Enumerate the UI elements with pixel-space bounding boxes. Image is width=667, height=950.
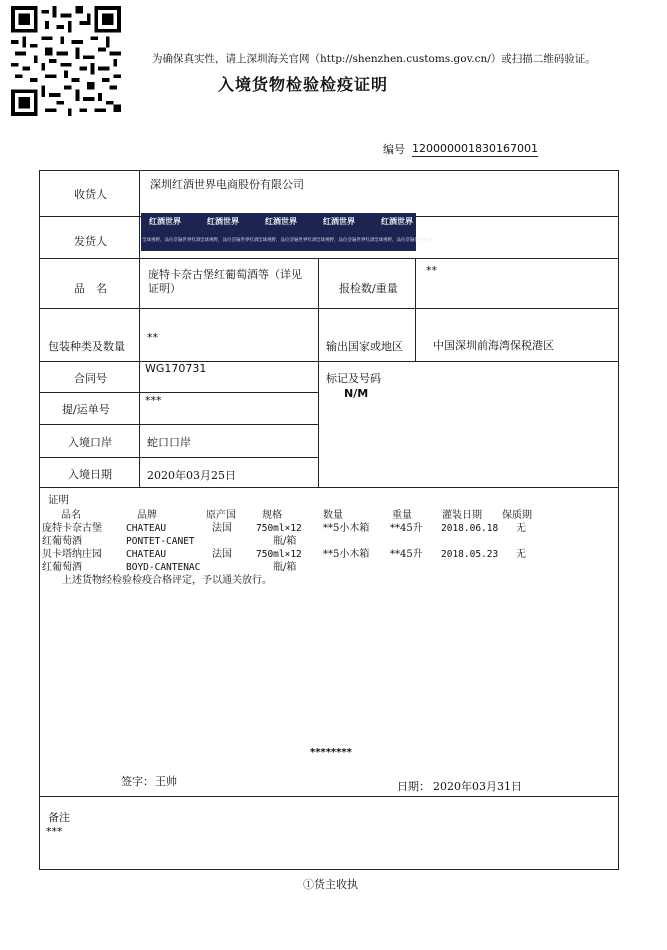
qr-code (10, 6, 122, 116)
cert-number: 120000001830167001 (412, 142, 538, 155)
column-header: 原产国 (206, 510, 236, 521)
wine-world-logo: 红酒世界 全球视野，品位尝遍世界红酒 (200, 216, 259, 243)
marks-value: N/M (344, 387, 369, 400)
column-header: 品牌 (137, 510, 157, 521)
column-header: 重量 (392, 510, 412, 521)
contract-value: WG170731 (145, 362, 207, 375)
column-header: 品名 (61, 510, 81, 521)
column-header: 保质期 (502, 510, 532, 521)
package-value: ** (147, 331, 158, 344)
entry-date-value: 2020年03月25日 (147, 469, 236, 482)
cert-number-label: 编号 (383, 143, 405, 156)
column-header: 数量 (323, 510, 343, 521)
product-value-line1: 庞特卡奈古堡红葡萄酒等（详见 (148, 268, 302, 281)
wine-world-logo: 红酒世界 全球视野，品位尝遍世界红酒 (142, 216, 201, 243)
column-header: 灌装日期 (442, 510, 482, 521)
entry-date-label: 入境日期 (68, 468, 112, 481)
origin-label: 输出国家或地区 (326, 340, 403, 353)
copy-designation: ①货主收执 (303, 878, 358, 891)
signer-name: 王帅 (155, 775, 177, 788)
wine-world-logo: 红酒世界 全球视野，品位尝遍世界红酒 (374, 216, 433, 243)
consignee-value: 深圳红酒世界电商股份有限公司 (150, 178, 304, 191)
bill-label: 提/运单号 (62, 403, 110, 416)
certificate-statement: 上述货物经检验检疫合格评定，予以通关放行。 (62, 575, 272, 586)
verification-notice: 为确保真实性，请上深圳海关官网（http://shenzhen.customs.gov.cn/）或扫描二维码验证。 (152, 53, 596, 65)
package-label: 包装种类及数量 (48, 340, 125, 353)
certificate-stars: ******** (310, 747, 352, 758)
remarks-value: *** (46, 825, 63, 838)
bill-value: *** (145, 394, 162, 407)
certificate-heading: 证明 (48, 494, 69, 506)
wine-world-logo: 红酒世界 全球视野，品位尝遍世界红酒 (316, 216, 375, 243)
consignee-label: 收货人 (74, 188, 107, 201)
qty-weight-label: 报检数/重量 (339, 282, 398, 295)
issue-date: 2020年03月31日 (433, 780, 522, 793)
wine-world-logo: 红酒世界 全球视野，品位尝遍世界红酒 (258, 216, 317, 243)
consignor-label: 发货人 (74, 235, 107, 248)
contract-label: 合同号 (74, 372, 107, 385)
remarks-label: 备注 (48, 811, 70, 824)
page-title: 入境货物检验检疫证明 (218, 75, 389, 94)
marks-label: 标记及号码 (326, 372, 381, 385)
product-value-line2: 证明） (148, 282, 181, 295)
qty-weight-value: ** (426, 264, 437, 277)
port-value: 蛇口口岸 (147, 436, 191, 449)
consignor-logo-strip (141, 213, 433, 251)
column-header: 规格 (262, 510, 282, 521)
issue-date-label: 日期： (397, 780, 430, 793)
origin-value: 中国深圳前海湾保税港区 (433, 339, 554, 352)
sign-label: 签字： (121, 775, 154, 788)
port-label: 入境口岸 (68, 436, 112, 449)
product-label: 品 名 (74, 282, 107, 295)
